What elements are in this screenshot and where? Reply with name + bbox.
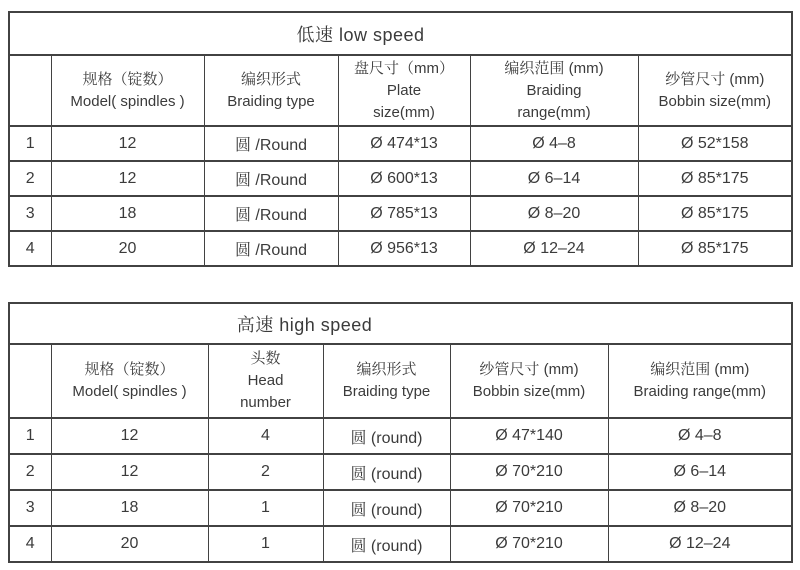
header-cell-head-number xyxy=(208,344,323,418)
header-line-en: Bobbin size(mm) xyxy=(658,92,772,110)
row-index-cell: 1 xyxy=(9,418,51,454)
header-cell-braiding-range xyxy=(470,55,638,126)
high-speed-table xyxy=(8,302,793,563)
plate-size-cell: Ø 785*13 xyxy=(338,196,470,231)
braiding-type-cell: 圆 /Round xyxy=(204,126,338,161)
header-line-en: Braiding type xyxy=(342,383,431,400)
bobbin-size-cell: Ø 85*175 xyxy=(638,196,792,231)
header-cell-model xyxy=(51,344,208,418)
braiding-type-cell: 圆 (round) xyxy=(323,490,450,526)
header-cell-blank xyxy=(9,344,51,418)
braiding-range-cell: Ø 6–14 xyxy=(470,161,638,196)
header-cell-plate-size xyxy=(338,55,470,126)
table-row xyxy=(9,231,792,266)
header-line-en: Model( spindles ) xyxy=(70,92,185,110)
header-cell-braiding-type xyxy=(204,55,338,126)
head-number-cell: 1 xyxy=(208,490,323,526)
model-cell: 20 xyxy=(51,231,204,266)
model-cell: 20 xyxy=(51,526,208,562)
bobbin-size-cell: Ø 70*210 xyxy=(450,454,608,490)
header-line-en: Braiding range(mm) xyxy=(633,383,767,400)
braiding-type-cell: 圆 (round) xyxy=(323,526,450,562)
braiding-range-cell: Ø 8–20 xyxy=(470,196,638,231)
header-cell-model xyxy=(51,55,204,126)
table-title-row xyxy=(9,12,792,55)
header-line-zh: 规格（锭数） xyxy=(84,361,175,378)
header-cell-blank xyxy=(9,55,51,126)
table-header-row xyxy=(9,55,792,126)
model-cell: 18 xyxy=(51,196,204,231)
braiding-range-cell: Ø 12–24 xyxy=(470,231,638,266)
row-index-cell: 3 xyxy=(9,196,51,231)
header-line-en: Braiding type xyxy=(227,92,315,110)
header-line-zh: 编织范围 (mm) xyxy=(650,361,750,378)
braiding-type-cell: 圆 /Round xyxy=(204,196,338,231)
bobbin-size-cell: Ø 70*210 xyxy=(450,526,608,562)
header-cell-bobbin-size xyxy=(450,344,608,418)
row-index-cell: 3 xyxy=(9,490,51,526)
header-line-zh: 规格（锭数） xyxy=(82,70,173,88)
header-line-en: Plate xyxy=(386,81,422,99)
braiding-range-cell: Ø 4–8 xyxy=(608,418,792,454)
model-cell: 12 xyxy=(51,454,208,490)
table-row xyxy=(9,196,792,231)
plate-size-cell: Ø 956*13 xyxy=(338,231,470,266)
table-title-cell xyxy=(9,12,792,55)
head-number-cell: 4 xyxy=(208,418,323,454)
bobbin-size-cell: Ø 47*140 xyxy=(450,418,608,454)
braiding-range-cell: Ø 4–8 xyxy=(470,126,638,161)
braiding-type-cell: 圆 /Round xyxy=(204,231,338,266)
low-speed-table xyxy=(8,11,793,267)
table-title: 高速 high speed xyxy=(236,314,373,335)
row-index-cell: 2 xyxy=(9,161,51,196)
bobbin-size-cell: Ø 85*175 xyxy=(638,161,792,196)
plate-size-cell: Ø 600*13 xyxy=(338,161,470,196)
header-cell-bobbin-size xyxy=(638,55,792,126)
header-line-zh: 头数 xyxy=(250,350,281,367)
table-title-row xyxy=(9,303,792,344)
bobbin-size-cell: Ø 85*175 xyxy=(638,231,792,266)
table-header-row xyxy=(9,344,792,418)
table-row xyxy=(9,126,792,161)
header-cell-braiding-type xyxy=(323,344,450,418)
header-line-zh: 盘尺寸（mm） xyxy=(354,59,454,77)
head-number-cell: 1 xyxy=(208,526,323,562)
model-cell: 18 xyxy=(51,490,208,526)
table-row xyxy=(9,418,792,454)
header-line-en: Braiding xyxy=(526,81,582,99)
header-line-en: range(mm) xyxy=(517,103,591,121)
braiding-range-cell: Ø 12–24 xyxy=(608,526,792,562)
model-cell: 12 xyxy=(51,418,208,454)
braiding-type-cell: 圆 /Round xyxy=(204,161,338,196)
braiding-type-cell: 圆 (round) xyxy=(323,454,450,490)
model-cell: 12 xyxy=(51,126,204,161)
table-title: 低速 low speed xyxy=(296,24,425,45)
braiding-range-cell: Ø 8–20 xyxy=(608,490,792,526)
header-line-zh: 编织范围 (mm) xyxy=(504,59,604,77)
table-row xyxy=(9,161,792,196)
braiding-type-cell: 圆 (round) xyxy=(323,418,450,454)
plate-size-cell: Ø 474*13 xyxy=(338,126,470,161)
bobbin-size-cell: Ø 70*210 xyxy=(450,490,608,526)
table-title-cell xyxy=(9,303,792,344)
row-index-cell: 2 xyxy=(9,454,51,490)
header-line-en: Model( spindles ) xyxy=(72,383,187,400)
header-line-zh: 编织形式 xyxy=(356,361,417,378)
header-line-en: number xyxy=(240,394,291,411)
table-row xyxy=(9,490,792,526)
row-index-cell: 4 xyxy=(9,526,51,562)
model-cell: 12 xyxy=(51,161,204,196)
row-index-cell: 1 xyxy=(9,126,51,161)
header-line-zh: 编织形式 xyxy=(240,70,301,88)
header-cell-braiding-range xyxy=(608,344,792,418)
head-number-cell: 2 xyxy=(208,454,323,490)
braiding-range-cell: Ø 6–14 xyxy=(608,454,792,490)
header-line-zh: 纱管尺寸 (mm) xyxy=(665,70,765,88)
table-row xyxy=(9,526,792,562)
header-line-zh: 纱管尺寸 (mm) xyxy=(479,361,579,378)
table-row xyxy=(9,454,792,490)
header-line-en: Head xyxy=(247,372,284,389)
bobbin-size-cell: Ø 52*158 xyxy=(638,126,792,161)
header-line-en: size(mm) xyxy=(373,103,435,121)
row-index-cell: 4 xyxy=(9,231,51,266)
header-line-en: Bobbin size(mm) xyxy=(472,383,586,400)
